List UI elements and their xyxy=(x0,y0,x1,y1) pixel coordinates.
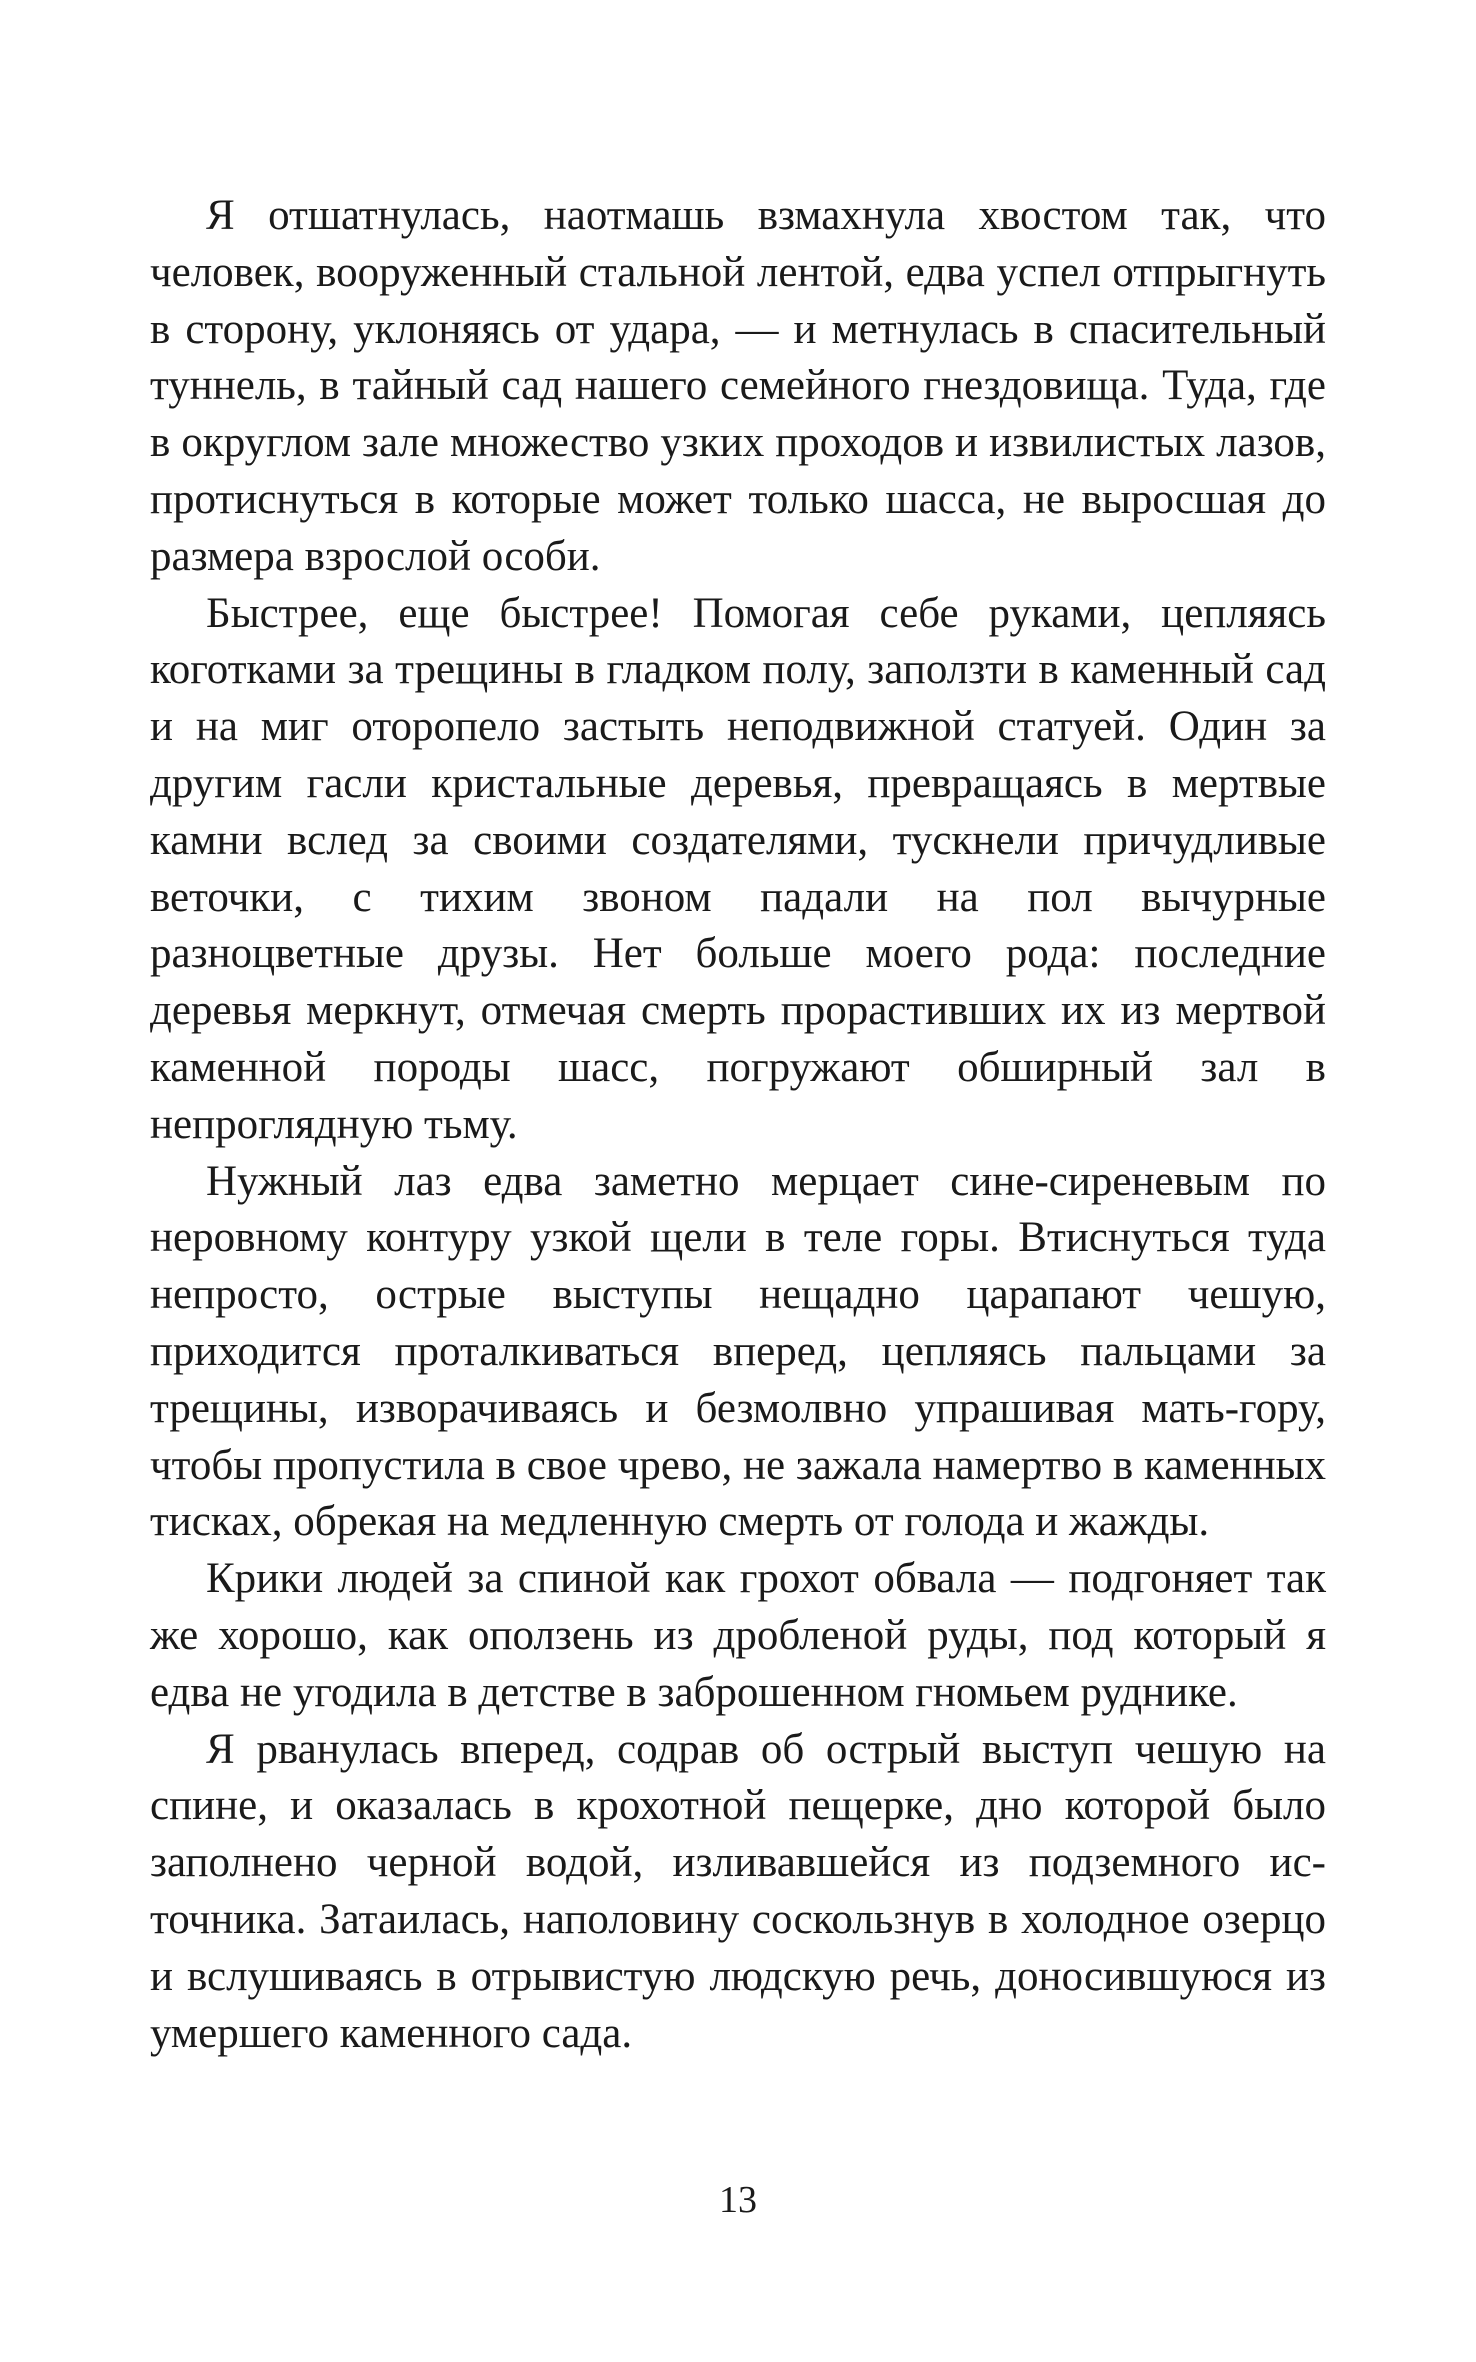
paragraph-5: Я рванулась вперед, содрав об острый выступ чешую на спине, и оказалась в крохотной пещерке, дно которой было заполнено черной водой, изливавшейся из подземного источника. Затаилась, наполовину соскользнув в холодное озерцо и вслушиваясь в отрывистую людскую речь, доносившуюся из умершего каменного сада. xyxy=(150,1725,1326,2057)
paragraph-1: Я отшатнулась, наотмашь взмахнула хвостом так, что человек, вооруженный стальной лентой, едва успел отпрыгнуть в сторону, уклоняясь от удара, — и метнулась в спасительный туннель, в тайный сад нашего семейного гнездовища. Туда, где в округлом зале множество узких проходов и извилистых лазов, протиснуться в которые может только шасса, не выросшая до размера взрослой особи. xyxy=(150,192,1326,580)
text-block xyxy=(150,188,1326,2062)
paragraph-4: Крики людей за спиной как грохот обвала — подгоняет так же хорошо, как оползень из дробленой руды, под который я едва не угодила в детстве в заброшенном гномьем руднике. xyxy=(150,1555,1326,1716)
page-body xyxy=(150,188,1326,2062)
page-number: 13 xyxy=(719,2179,757,2221)
paragraph-2: Быстрее, еще быстрее! Помогая себе руками, цепляясь коготками за трещины в гладком полу, заползти в каменный сад и на миг оторопело застыть неподвижной статуей. Один за другим гасли кристальные деревья, превращаясь в мертвые камни вслед за своими создателями, тускнели причудливые веточки, с тихим звоном падали на пол вычурные разноцветные друзы. Нет больше моего рода: последние деревья меркнут, отмечая смерть прорастивших их из мертвой каменной породы шасс, погружают обширный зал в непроглядную тьму. xyxy=(150,589,1326,1148)
paragraph-3: Нужный лаз едва заметно мерцает сине-сиреневым по неровному контуру узкой щели в теле горы. Втиснуться туда непросто, острые выступы нещадно царапают чешую, приходится проталкиваться вперед, цепляясь пальцами за трещины, изворачиваясь и безмолвно упрашивая мать-гору, чтобы пропустила в свое чрево, не зажала намертво в каменных тисках, обрекая на медленную смерть от голода и жажды. xyxy=(150,1157,1326,1546)
